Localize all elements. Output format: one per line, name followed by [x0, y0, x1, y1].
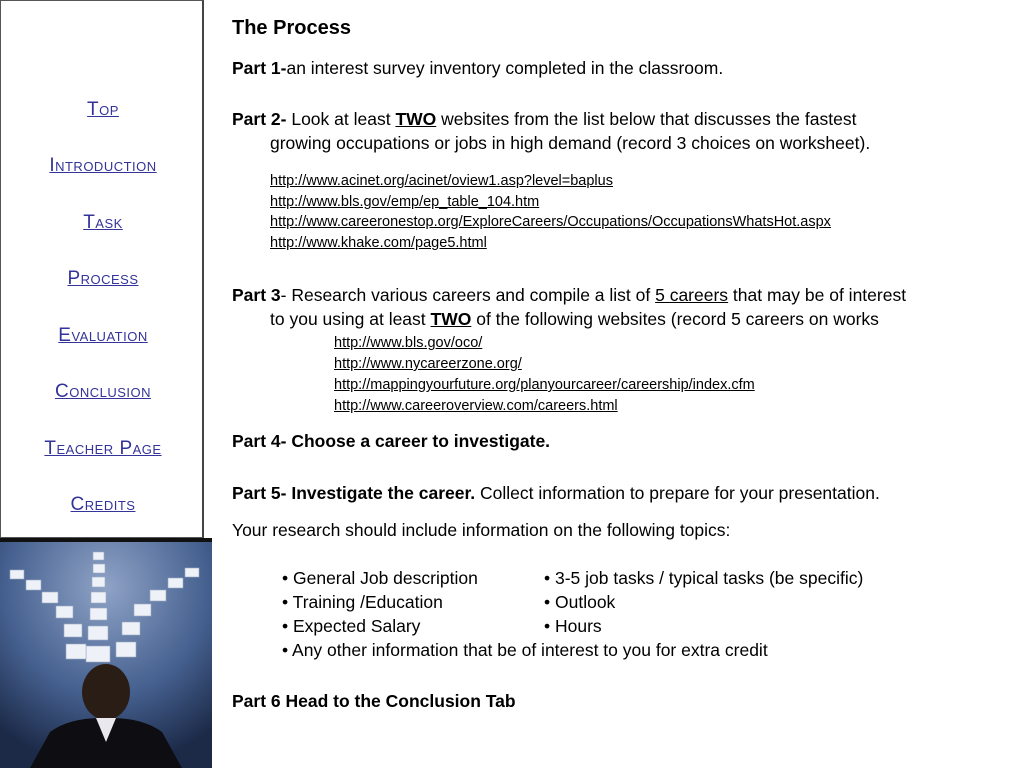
- career-path-photo: [0, 538, 212, 768]
- part2-link-acinet[interactable]: http://www.acinet.org/acinet/oview1.asp?level=baplus: [270, 173, 613, 189]
- process-content: [232, 0, 1012, 768]
- page-title: The Process: [232, 17, 351, 39]
- part6-line: Part 6 Head to the Conclusion Tab: [232, 691, 516, 711]
- research-intro: Your research should include information on the following topics:: [232, 520, 731, 540]
- part2-text-a: Look at least: [286, 109, 396, 129]
- part3-link-bls-oco[interactable]: http://www.bls.gov/oco/: [334, 335, 483, 351]
- nav-link-process[interactable]: Process: [67, 268, 139, 289]
- part3-link-mappingyourfuture[interactable]: http://mappingyourfuture.org/planyourcareer/careership/index.cfm: [334, 377, 755, 393]
- part2-link-bls-emp[interactable]: http://www.bls.gov/emp/ep_table_104.htm: [270, 194, 540, 210]
- part3-label: Part 3: [232, 285, 281, 305]
- part3-link-careeroverview[interactable]: http://www.careeroverview.com/careers.html: [334, 398, 618, 414]
- sidebar-nav: [0, 0, 204, 538]
- part3-link-nycareerzone[interactable]: http://www.nycareerzone.org/: [334, 356, 522, 372]
- part3-text-c: to you using at least: [270, 309, 431, 329]
- nav-link-credits[interactable]: Credits: [70, 494, 136, 515]
- topic-item: • Training /Education: [282, 592, 443, 612]
- part2-line1: [232, 107, 856, 131]
- part5-line: [232, 481, 880, 505]
- part5-label: Part 5- Investigate the career.: [232, 483, 476, 503]
- part4-line: Part 4- Choose a career to investigate.: [232, 431, 551, 451]
- part1-line: [232, 56, 723, 80]
- topic-item: • Expected Salary: [282, 616, 421, 636]
- part3-text-d: of the following websites (record 5 careers on works: [471, 309, 879, 329]
- topic-item: • 3-5 job tasks / typical tasks (be specific): [544, 568, 864, 588]
- nav-link-introduction[interactable]: Introduction: [49, 155, 157, 176]
- part3-text-b: that may be of interest: [728, 285, 907, 305]
- part3-line1: [232, 283, 906, 307]
- part5-text: Collect information to prepare for your presentation.: [475, 483, 880, 503]
- nav-link-conclusion[interactable]: Conclusion: [54, 381, 151, 402]
- part1-label: Part 1-: [232, 58, 287, 78]
- part2-emphasis: TWO: [395, 109, 437, 129]
- part3-emphasis-careers: 5 careers: [655, 285, 729, 305]
- nav-link-task[interactable]: Task: [83, 212, 123, 233]
- part2-label: Part 2-: [232, 109, 287, 129]
- part1-text: an interest survey inventory completed in the classroom.: [286, 58, 724, 78]
- nav-link-evaluation[interactable]: Evaluation: [58, 325, 148, 346]
- topic-item: • General Job description: [282, 568, 478, 588]
- part2-link-khake[interactable]: http://www.khake.com/page5.html: [270, 235, 487, 251]
- part2-text-b: websites from the list below that discusses the fastest: [436, 109, 857, 129]
- part3-text-a: - Research various careers and compile a list of: [280, 285, 656, 305]
- career-path-illustration: [0, 542, 212, 768]
- nav-link-teacher-page[interactable]: Teacher Page: [44, 438, 162, 459]
- part2-line2: growing occupations or jobs in high demand (record 3 choices on worksheet).: [270, 133, 871, 153]
- part3-emphasis-two: TWO: [430, 309, 472, 329]
- part2-link-careeronestop[interactable]: http://www.careeronestop.org/ExploreCareers/Occupations/OccupationsWhatsHot.aspx: [270, 214, 831, 230]
- nav-link-top[interactable]: Top: [87, 99, 119, 120]
- topic-item-extra-credit: • Any other information that be of interest to you for extra credit: [282, 640, 768, 660]
- part3-line2: [270, 307, 879, 331]
- topic-item: • Outlook: [544, 592, 616, 612]
- topic-item: • Hours: [544, 616, 602, 636]
